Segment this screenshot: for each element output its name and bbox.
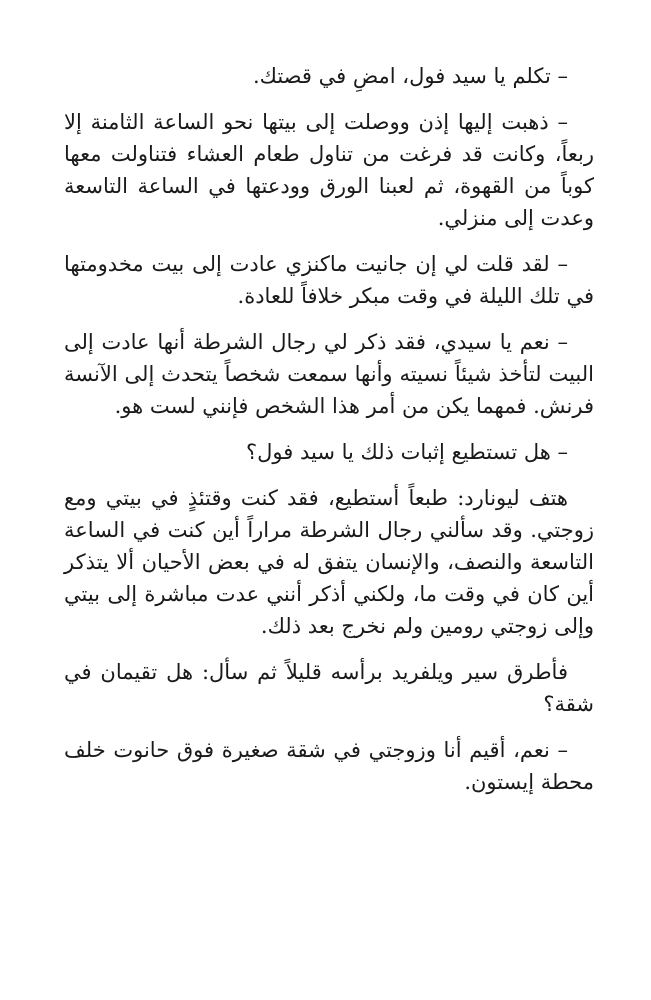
dialogue-paragraph-5: – هل تستطيع إثبات ذلك يا سيد فول؟ <box>246 440 568 464</box>
dialogue-paragraph-8: – نعم، أقيم أنا وزوجتي في شقة صغيرة فوق حانوت خلف محطة إيستون. <box>64 738 594 794</box>
narration-paragraph-6: هتف ليونارد: طبعاً أستطيع، فقد كنت وقتئذٍ في بيتي ومع زوجتي. وقد سألني رجال الشرطة مراراً أين كنت في الساعة التاسعة والنصف، والإنسان يتفق له في بعض الأحيان ألا يتذكر أين كان في وقت ما، ولكني أذكر أنني عدت مباشرة إلى بيتي وإلى زوجتي رومين ولم نخرج بعد ذلك. <box>64 486 594 638</box>
dialogue-paragraph-1: – تكلم يا سيد فول، امضِ في قصتك. <box>252 64 568 88</box>
narration-paragraph-7: فأطرق سير ويلفريد برأسه قليلاً ثم سأل: هل تقيمان في شقة؟ <box>64 660 594 716</box>
dialogue-paragraph-3: – لقد قلت لي إن جانيت ماكنزي عادت إلى بيت مخدومتها في تلك الليلة في وقت مبكر خلافاً للعادة. <box>64 252 594 308</box>
dialogue-paragraph-2: – ذهبت إليها إذن ووصلت إلى بيتها نحو الساعة الثامنة إلا ربعاً، وكانت قد فرغت من تناول طعام العشاء فتناولت معها كوباً من القهوة، ثم لعبنا الورق وودعتها في الساعة التاسعة وعدت إلى منزلي. <box>64 110 594 230</box>
book-page <box>64 60 594 812</box>
dialogue-paragraph-4: – نعم يا سيدي، فقد ذكر لي رجال الشرطة أنها عادت إلى البيت لتأخذ شيئاً نسيته وأنها سمعت شخصاً يتحدث إلى الآنسة فرنش. فمهما يكن من أمر هذا الشخص فإنني لست هو. <box>64 330 594 418</box>
